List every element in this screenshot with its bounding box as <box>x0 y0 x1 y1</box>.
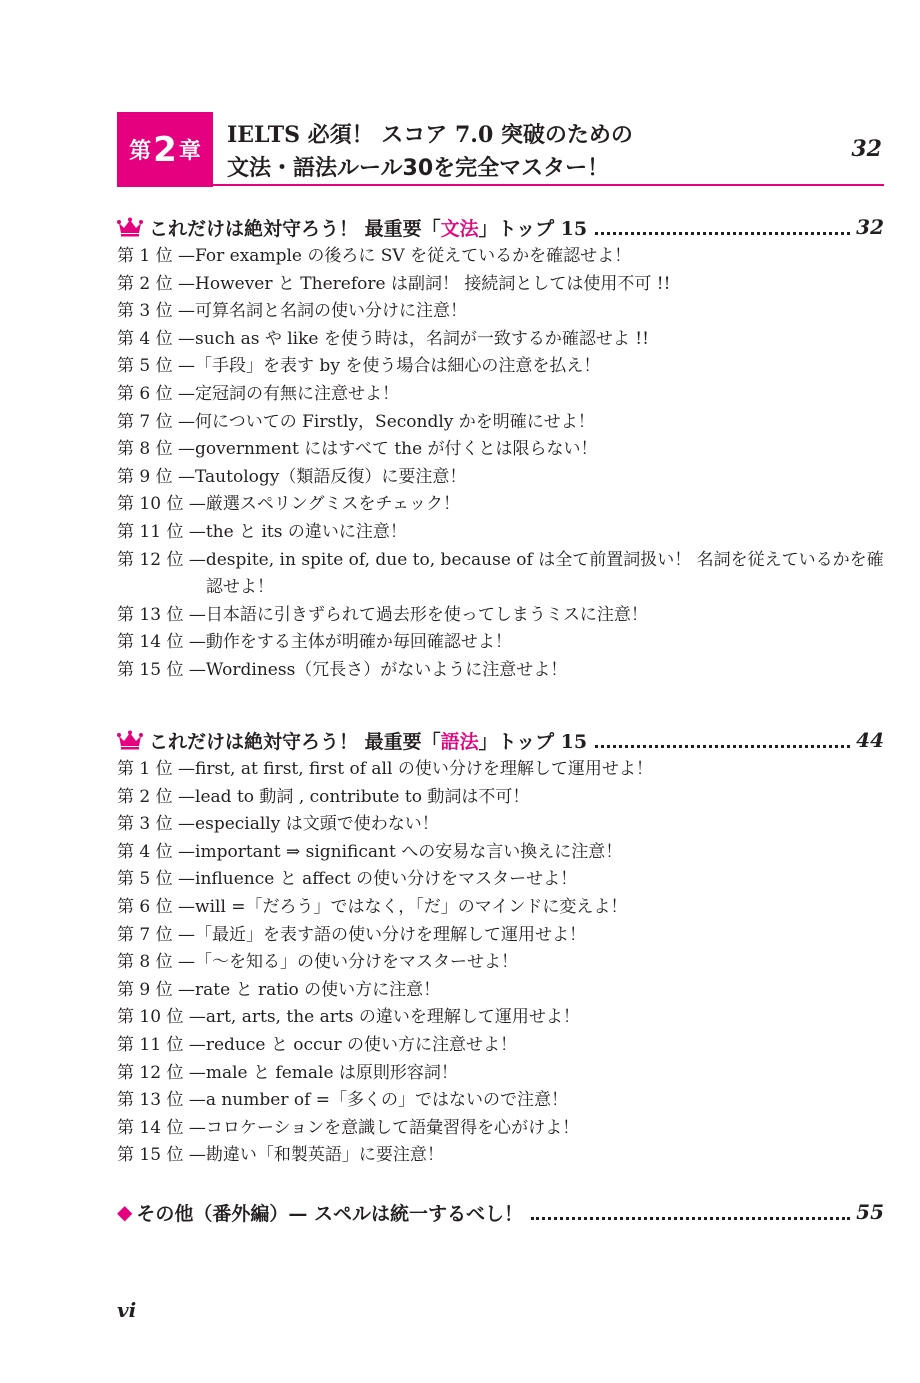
list-item <box>117 784 884 812</box>
list-item <box>117 353 884 381</box>
list-item <box>117 409 884 437</box>
rank-text: important ⇒ significant への安易な言い換えに注意！ <box>195 841 623 862</box>
list-item <box>117 547 884 602</box>
rank-label: 第 6 位 — <box>117 896 196 917</box>
rank-label: 第 8 位 — <box>117 439 196 460</box>
rank-label: 第 7 位 — <box>117 411 196 432</box>
rank-label: 第 9 位 — <box>117 979 196 1000</box>
rank-label: 第 4 位 — <box>117 328 196 349</box>
rank-label: 第 13 位 — <box>117 1090 206 1111</box>
list-item <box>117 436 884 464</box>
rank-text: despite, in spite of, due to, because of は全て前置詞扱い！ 名詞を従えているかを確認せよ！ <box>205 549 884 598</box>
rank-label: 第 12 位 — <box>117 549 206 570</box>
list-item <box>117 1004 884 1032</box>
rank-text: rate と ratio の使い方に注意！ <box>195 979 441 1000</box>
other-page-number: 55 <box>856 1200 884 1224</box>
list-item <box>117 1142 884 1170</box>
rank-text: such as や like を使う時は，名詞が一致するか確認せよ !! <box>195 328 649 349</box>
list-item <box>117 977 884 1005</box>
chapter-number: 2 <box>153 129 177 170</box>
rank-label: 第 1 位 — <box>117 759 196 779</box>
list-item <box>117 271 884 299</box>
rank-text: Tautology（類語反復）に要注意！ <box>195 466 467 487</box>
list-item <box>117 629 884 657</box>
rank-text: male と female は原則形容詞！ <box>205 1062 458 1083</box>
list-item <box>117 756 884 784</box>
rank-label: 第 15 位 — <box>117 1145 206 1166</box>
chapter-badge <box>117 112 213 187</box>
rank-label: 第 1 位 — <box>117 246 196 266</box>
list-item <box>117 602 884 630</box>
dot-leader <box>531 1205 850 1220</box>
grammar-heading-highlight: 文法 <box>440 217 479 240</box>
rank-text: However と Therefore は副詞！ 接続詞としては使用不可 !! <box>195 273 671 294</box>
chapter-header <box>117 112 884 187</box>
rank-label: 第 10 位 — <box>117 1007 206 1028</box>
other-section-heading <box>117 1197 884 1227</box>
rank-label: 第 8 位 — <box>117 952 196 973</box>
rank-label: 第 11 位 — <box>117 521 206 542</box>
rank-label: 第 14 位 — <box>117 632 206 653</box>
list-item <box>117 491 884 519</box>
usage-heading-text: これだけは絶対守ろう！ 最重要「 <box>149 730 441 753</box>
rank-label: 第 2 位 — <box>117 273 196 294</box>
other-heading-text: その他（番外編）— スペルは統一するべし！ <box>136 1202 524 1225</box>
rank-text: For example の後ろに SV を従えているかを確認せよ！ <box>195 246 632 266</box>
grammar-section-heading <box>117 212 884 242</box>
rank-label: 第 15 位 — <box>117 659 206 680</box>
rank-label: 第 4 位 — <box>117 841 196 862</box>
list-item <box>117 1115 884 1143</box>
rank-label: 第 5 位 — <box>117 356 196 377</box>
chapter-title <box>227 118 633 186</box>
rank-text: a number of =「多くの」ではないので注意！ <box>205 1090 569 1111</box>
rank-label: 第 7 位 — <box>117 924 196 945</box>
rank-text: 日本語に引きずられて過去形を使ってしまうミスに注意！ <box>205 604 648 625</box>
crown-icon <box>117 730 143 750</box>
chapter-title-line1: IELTS 必須！ スコア 7.0 突破のための <box>227 122 633 148</box>
rank-text: コロケーションを意識して語彙習得を心がけよ！ <box>205 1117 580 1138</box>
rank-text: first, at first, first of all の使い分けを理解して運用せよ！ <box>195 759 653 779</box>
rank-text: 「最近」を表す語の使い分けを理解して運用せよ！ <box>195 924 587 945</box>
rank-text: 「～を知る」の使い分けをマスターせよ！ <box>195 952 519 973</box>
rank-text: 勘違い「和製英語」に要注意！ <box>205 1145 444 1166</box>
dot-leader <box>595 733 850 748</box>
rank-text: 定冠詞の有無に注意せよ！ <box>195 383 400 404</box>
rank-text: government にはすべて the が付くとは限らない！ <box>195 439 598 460</box>
list-item <box>117 949 884 977</box>
rank-label: 第 9 位 — <box>117 466 196 487</box>
page-number: vi <box>117 1298 137 1322</box>
chapter-divider <box>213 184 884 186</box>
rank-label: 第 3 位 — <box>117 814 196 835</box>
usage-rank-list <box>117 756 884 1170</box>
list-item <box>117 464 884 492</box>
list-item <box>117 326 884 354</box>
rank-text: 可算名詞と名詞の使い分けに注意！ <box>195 301 468 322</box>
rank-text: 何についての Firstly，Secondly かを明確にせよ！ <box>195 411 595 432</box>
usage-heading-highlight: 語法 <box>440 730 479 753</box>
rank-text: lead to 動詞 , contribute to 動詞は不可！ <box>195 786 530 807</box>
list-item <box>117 839 884 867</box>
rank-label: 第 14 位 — <box>117 1117 206 1138</box>
usage-page-number: 44 <box>856 728 884 752</box>
chapter-prefix: 第 <box>129 139 152 164</box>
list-item <box>117 1032 884 1060</box>
usage-heading-suffix: 」トップ 15 <box>478 730 588 753</box>
rank-label: 第 12 位 — <box>117 1062 206 1083</box>
rank-label: 第 13 位 — <box>117 604 206 625</box>
chapter-title-line2: 文法・語法ルール30を完全マスター！ <box>227 156 610 181</box>
rank-text: will =「だろう」ではなく，「だ」のマインドに変えよ！ <box>195 896 628 917</box>
list-item <box>117 1087 884 1115</box>
list-item <box>117 381 884 409</box>
rank-text: reduce と occur の使い方に注意せよ！ <box>205 1034 518 1055</box>
chapter-page-number: 32 <box>851 136 882 162</box>
list-item <box>117 243 884 271</box>
grammar-page-number: 32 <box>856 215 884 239</box>
list-item <box>117 894 884 922</box>
diamond-icon: ◆ <box>117 1200 133 1224</box>
rank-label: 第 11 位 — <box>117 1034 206 1055</box>
list-item <box>117 519 884 547</box>
grammar-rank-list <box>117 243 884 685</box>
rank-text: 「手段」を表す by を使う場合は細心の注意を払え！ <box>195 356 601 377</box>
rank-text: 動作をする主体が明確か毎回確認せよ！ <box>205 632 512 653</box>
rank-text: especially は文頭で使わない！ <box>195 814 439 835</box>
grammar-heading-suffix: 」トップ 15 <box>478 217 588 240</box>
rank-label: 第 2 位 — <box>117 786 196 807</box>
list-item <box>117 866 884 894</box>
chapter-suffix: 章 <box>178 139 201 164</box>
dot-leader <box>595 220 850 235</box>
list-item <box>117 657 884 685</box>
rank-label: 第 6 位 — <box>117 383 196 404</box>
rank-label: 第 5 位 — <box>117 869 196 890</box>
rank-text: art, arts, the arts の違いを理解して運用せよ！ <box>205 1007 580 1028</box>
rank-text: influence と affect の使い分けをマスターせよ！ <box>195 869 578 890</box>
usage-section-heading <box>117 725 884 755</box>
grammar-heading-text: これだけは絶対守ろう！ 最重要「 <box>149 217 441 240</box>
rank-label: 第 10 位 — <box>117 494 206 515</box>
rank-text: 厳選スペリングミスをチェック！ <box>205 494 460 515</box>
list-item <box>117 922 884 950</box>
rank-text: Wordiness（冗長さ）がないように注意せよ！ <box>205 659 568 680</box>
crown-icon <box>117 217 143 237</box>
rank-label: 第 3 位 — <box>117 301 196 322</box>
list-item <box>117 298 884 326</box>
list-item <box>117 811 884 839</box>
list-item <box>117 1060 884 1088</box>
rank-text: the と its の違いに注意！ <box>205 521 407 542</box>
